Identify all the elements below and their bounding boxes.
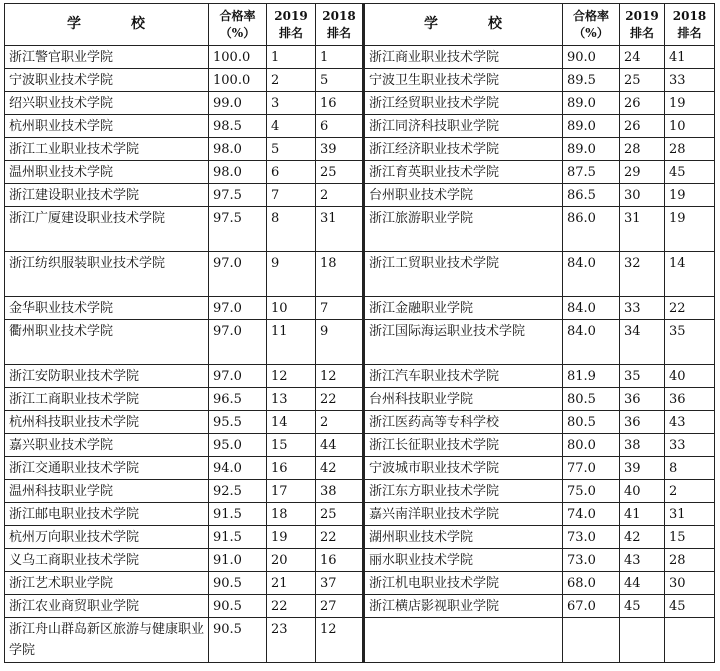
pass-rate-cell-right: 89.0 [563,115,620,138]
header-2019-line1: 2019 [274,8,308,23]
school-name-cell-right: 浙江育英职业技术学院 [364,161,563,184]
header-rate-line1: 合格率 [572,8,609,23]
rank-2019-cell-left: 11 [267,320,316,365]
pass-rate-cell-right: 84.0 [563,297,620,320]
header-2018-right [665,4,715,46]
table-row [5,503,715,526]
table-row [5,207,715,252]
school-name-cell-right: 湖州职业技术学院 [364,526,563,549]
table-row [5,526,715,549]
rank-2019-cell-left: 12 [267,365,316,388]
pass-rate-cell-left: 90.5 [209,618,267,663]
table-row [5,161,715,184]
rank-2018-cell-right: 14 [665,252,715,297]
rank-2018-cell-right: 31 [665,503,715,526]
school-name-cell-left: 义乌工商职业技术学院 [5,549,209,572]
school-name-cell-right: 浙江经济职业技术学院 [364,138,563,161]
rank-2018-cell-left: 12 [316,618,364,663]
table-row [5,618,715,663]
header-2019-line2: 排名 [278,25,303,40]
school-name-cell-left: 杭州万向职业技术学院 [5,526,209,549]
pass-rate-cell-left: 97.5 [209,207,267,252]
rank-2019-cell-left: 17 [267,480,316,503]
rank-2018-cell-right: 35 [665,320,715,365]
rank-2019-cell-left: 20 [267,549,316,572]
rank-2018-cell-right: 19 [665,184,715,207]
school-name-cell-right: 台州科技职业学院 [364,388,563,411]
pass-rate-cell-right: 67.0 [563,595,620,618]
school-name-cell-left: 温州科技职业学院 [5,480,209,503]
pass-rate-cell-right: 84.0 [563,252,620,297]
rank-2019-cell-right: 36 [620,388,665,411]
table-row [5,365,715,388]
rank-2019-cell-right: 43 [620,549,665,572]
rank-2019-cell-right: 39 [620,457,665,480]
rank-2018-cell-left: 22 [316,526,364,549]
pass-rate-cell-right: 87.5 [563,161,620,184]
header-rate-line2: （%） [573,25,609,40]
rank-2019-cell-right: 38 [620,434,665,457]
rank-2019-cell-left: 1 [267,46,316,69]
table-row [5,92,715,115]
rank-2018-cell-left: 2 [316,411,364,434]
pass-rate-cell-right: 73.0 [563,549,620,572]
school-name-cell-right [364,618,563,663]
school-name-cell-right: 浙江同济科技职业学院 [364,115,563,138]
pass-rate-cell-left: 100.0 [209,46,267,69]
pass-rate-cell-right: 89.5 [563,69,620,92]
pass-rate-cell-right: 81.9 [563,365,620,388]
rank-2018-cell-right: 2 [665,480,715,503]
header-2019-left [267,4,316,46]
pass-rate-cell-right: 89.0 [563,138,620,161]
rank-2018-cell-left: 9 [316,320,364,365]
rank-2019-cell-left: 22 [267,595,316,618]
school-name-cell-left: 浙江农业商贸职业学院 [5,595,209,618]
school-name-cell-left: 浙江舟山群岛新区旅游与健康职业学院 [5,618,209,663]
rank-2019-cell-left: 21 [267,572,316,595]
school-name-cell-right: 宁波城市职业技术学院 [364,457,563,480]
header-rate-left [209,4,267,46]
school-name-cell-right: 台州职业技术学院 [364,184,563,207]
header-school-left: 学 校 [5,4,209,46]
table-row [5,480,715,503]
school-name-cell-right: 浙江汽车职业技术学院 [364,365,563,388]
table-row [5,457,715,480]
pass-rate-cell-left: 99.0 [209,92,267,115]
rank-2018-cell-left: 6 [316,115,364,138]
rank-2019-cell-right: 34 [620,320,665,365]
school-name-cell-left: 浙江邮电职业技术学院 [5,503,209,526]
table-row [5,434,715,457]
table-row [5,411,715,434]
school-name-cell-left: 浙江交通职业技术学院 [5,457,209,480]
school-name-cell-left: 浙江工商职业技术学院 [5,388,209,411]
rank-2019-cell-left: 16 [267,457,316,480]
rank-2019-cell-left: 13 [267,388,316,411]
header-2019-right [620,4,665,46]
rank-2018-cell-right: 10 [665,115,715,138]
rank-2018-cell-left: 42 [316,457,364,480]
rank-2019-cell-right: 29 [620,161,665,184]
rank-2018-cell-right: 30 [665,572,715,595]
rank-2019-cell-left: 9 [267,252,316,297]
rank-2019-cell-left: 4 [267,115,316,138]
pass-rate-cell-right: 68.0 [563,572,620,595]
school-name-cell-right: 浙江机电职业技术学院 [364,572,563,595]
pass-rate-cell-left: 95.5 [209,411,267,434]
rank-2018-cell-left: 16 [316,549,364,572]
rank-2018-cell-right: 28 [665,549,715,572]
pass-rate-cell-right: 89.0 [563,92,620,115]
pass-rate-cell-left: 90.5 [209,572,267,595]
table-row [5,184,715,207]
pass-rate-cell-left: 97.0 [209,320,267,365]
rank-2018-cell-right: 41 [665,46,715,69]
header-rate-line2: （%） [219,25,256,40]
school-name-cell-left: 杭州科技职业技术学院 [5,411,209,434]
rank-2018-cell-left: 7 [316,297,364,320]
table-row [5,320,715,365]
header-2018-line2: 排名 [326,25,351,40]
pass-rate-cell-right: 84.0 [563,320,620,365]
school-name-cell-left: 宁波职业技术学院 [5,69,209,92]
rank-2018-cell-left: 5 [316,69,364,92]
ranking-table-container [4,3,715,663]
school-name-cell-right: 浙江国际海运职业技术学院 [364,320,563,365]
pass-rate-cell-right: 86.5 [563,184,620,207]
rank-2019-cell-left: 6 [267,161,316,184]
rank-2018-cell-right: 15 [665,526,715,549]
pass-rate-cell-right: 80.0 [563,434,620,457]
rank-2019-cell-right: 36 [620,411,665,434]
rank-2018-cell-left: 25 [316,503,364,526]
table-row [5,297,715,320]
school-name-cell-left: 温州职业技术学院 [5,161,209,184]
school-name-cell-left: 衢州职业技术学院 [5,320,209,365]
rank-2018-cell-right: 43 [665,411,715,434]
rank-2018-cell-right: 45 [665,161,715,184]
pass-rate-cell-left: 98.0 [209,138,267,161]
table-row [5,595,715,618]
pass-rate-cell-left: 98.0 [209,161,267,184]
rank-2019-cell-right: 35 [620,365,665,388]
pass-rate-cell-right: 75.0 [563,480,620,503]
pass-rate-cell-left: 91.0 [209,549,267,572]
table-row [5,115,715,138]
rank-2019-cell-left: 2 [267,69,316,92]
pass-rate-cell-left: 90.5 [209,595,267,618]
school-name-cell-right: 浙江横店影视职业学院 [364,595,563,618]
rank-2018-cell-left: 31 [316,207,364,252]
rank-2019-cell-right: 26 [620,92,665,115]
table-row [5,549,715,572]
rank-2018-cell-left: 12 [316,365,364,388]
school-name-cell-left: 浙江建设职业技术学院 [5,184,209,207]
school-name-cell-right: 浙江医药高等专科学校 [364,411,563,434]
rank-2019-cell-right: 40 [620,480,665,503]
pass-rate-cell-left: 96.5 [209,388,267,411]
school-name-cell-right: 宁波卫生职业技术学院 [364,69,563,92]
school-name-cell-right: 浙江商业职业技术学院 [364,46,563,69]
rank-2018-cell-right: 33 [665,69,715,92]
table-row [5,138,715,161]
rank-2018-cell-right: 8 [665,457,715,480]
rank-2019-cell-right: 26 [620,115,665,138]
rank-2018-cell-right: 28 [665,138,715,161]
rank-2018-cell-left: 22 [316,388,364,411]
school-name-cell-right: 浙江工贸职业技术学院 [364,252,563,297]
pass-rate-cell-left: 97.0 [209,365,267,388]
rank-2019-cell-right: 32 [620,252,665,297]
pass-rate-cell-right: 90.0 [563,46,620,69]
rank-2019-cell-right: 33 [620,297,665,320]
header-2019-line1: 2019 [625,8,659,23]
table-header-row [5,4,715,46]
rank-2018-cell-right [665,618,715,663]
rank-2018-cell-left: 25 [316,161,364,184]
school-name-cell-left: 杭州职业技术学院 [5,115,209,138]
pass-rate-cell-left: 91.5 [209,526,267,549]
school-name-cell-left: 浙江广厦建设职业技术学院 [5,207,209,252]
school-name-cell-left: 浙江工业职业技术学院 [5,138,209,161]
table-body [5,46,715,663]
rank-2019-cell-right: 25 [620,69,665,92]
school-name-cell-right: 嘉兴南洋职业技术学院 [364,503,563,526]
rank-2019-cell-left: 23 [267,618,316,663]
rank-2018-cell-left: 38 [316,480,364,503]
pass-rate-cell-left: 94.0 [209,457,267,480]
rank-2018-cell-right: 19 [665,207,715,252]
rank-2019-cell-left: 3 [267,92,316,115]
pass-rate-cell-left: 100.0 [209,69,267,92]
rank-2019-cell-left: 10 [267,297,316,320]
pass-rate-cell-right [563,618,620,663]
school-name-cell-right: 浙江长征职业技术学院 [364,434,563,457]
rank-2019-cell-right: 24 [620,46,665,69]
header-rate-right [563,4,620,46]
school-name-cell-left: 浙江警官职业学院 [5,46,209,69]
pass-rate-cell-right: 73.0 [563,526,620,549]
pass-rate-cell-left: 97.0 [209,297,267,320]
rank-2018-cell-left: 39 [316,138,364,161]
pass-rate-cell-right: 74.0 [563,503,620,526]
rank-2018-cell-left: 37 [316,572,364,595]
pass-rate-cell-right: 80.5 [563,411,620,434]
rank-2019-cell-right: 44 [620,572,665,595]
school-name-cell-left: 绍兴职业技术学院 [5,92,209,115]
school-name-cell-right: 浙江经贸职业技术学院 [364,92,563,115]
rank-2018-cell-left: 18 [316,252,364,297]
rank-2019-cell-right: 45 [620,595,665,618]
header-2019-line2: 排名 [629,25,654,40]
school-name-cell-right: 浙江金融职业学院 [364,297,563,320]
table-row [5,388,715,411]
school-name-cell-right: 浙江东方职业技术学院 [364,480,563,503]
table-row [5,69,715,92]
pass-rate-cell-left: 91.5 [209,503,267,526]
table-row [5,46,715,69]
rank-2019-cell-left: 5 [267,138,316,161]
school-name-cell-right: 浙江旅游职业学院 [364,207,563,252]
school-name-cell-left: 嘉兴职业技术学院 [5,434,209,457]
rank-2018-cell-right: 19 [665,92,715,115]
rank-2019-cell-right: 41 [620,503,665,526]
rank-2018-cell-left: 2 [316,184,364,207]
pass-rate-cell-right: 80.5 [563,388,620,411]
rank-2018-cell-right: 45 [665,595,715,618]
pass-rate-cell-right: 86.0 [563,207,620,252]
pass-rate-cell-left: 98.5 [209,115,267,138]
rank-2019-cell-right: 30 [620,184,665,207]
pass-rate-cell-left: 97.5 [209,184,267,207]
table-row [5,252,715,297]
rank-2018-cell-right: 40 [665,365,715,388]
rank-2018-cell-left: 44 [316,434,364,457]
ranking-table [4,3,715,663]
header-2018-line1: 2018 [322,8,356,23]
pass-rate-cell-left: 92.5 [209,480,267,503]
school-name-cell-left: 金华职业技术学院 [5,297,209,320]
header-rate-line1: 合格率 [219,8,256,23]
school-name-cell-left: 浙江艺术职业学院 [5,572,209,595]
rank-2018-cell-right: 36 [665,388,715,411]
table-row [5,572,715,595]
rank-2018-cell-left: 16 [316,92,364,115]
header-school-right: 学 校 [364,4,563,46]
rank-2018-cell-left: 27 [316,595,364,618]
rank-2018-cell-right: 33 [665,434,715,457]
header-2018-line2: 排名 [677,25,702,40]
header-2018-line1: 2018 [672,8,707,23]
rank-2019-cell-right [620,618,665,663]
rank-2019-cell-right: 31 [620,207,665,252]
rank-2019-cell-left: 19 [267,526,316,549]
rank-2019-cell-left: 18 [267,503,316,526]
school-name-cell-left: 浙江纺织服装职业技术学院 [5,252,209,297]
rank-2019-cell-left: 15 [267,434,316,457]
pass-rate-cell-right: 77.0 [563,457,620,480]
school-name-cell-left: 浙江安防职业技术学院 [5,365,209,388]
rank-2019-cell-left: 7 [267,184,316,207]
rank-2019-cell-right: 42 [620,526,665,549]
pass-rate-cell-left: 97.0 [209,252,267,297]
school-name-cell-right: 丽水职业技术学院 [364,549,563,572]
rank-2019-cell-left: 8 [267,207,316,252]
rank-2019-cell-left: 14 [267,411,316,434]
rank-2018-cell-left: 1 [316,46,364,69]
rank-2018-cell-right: 22 [665,297,715,320]
pass-rate-cell-left: 95.0 [209,434,267,457]
header-2018-left [316,4,364,46]
rank-2019-cell-right: 28 [620,138,665,161]
